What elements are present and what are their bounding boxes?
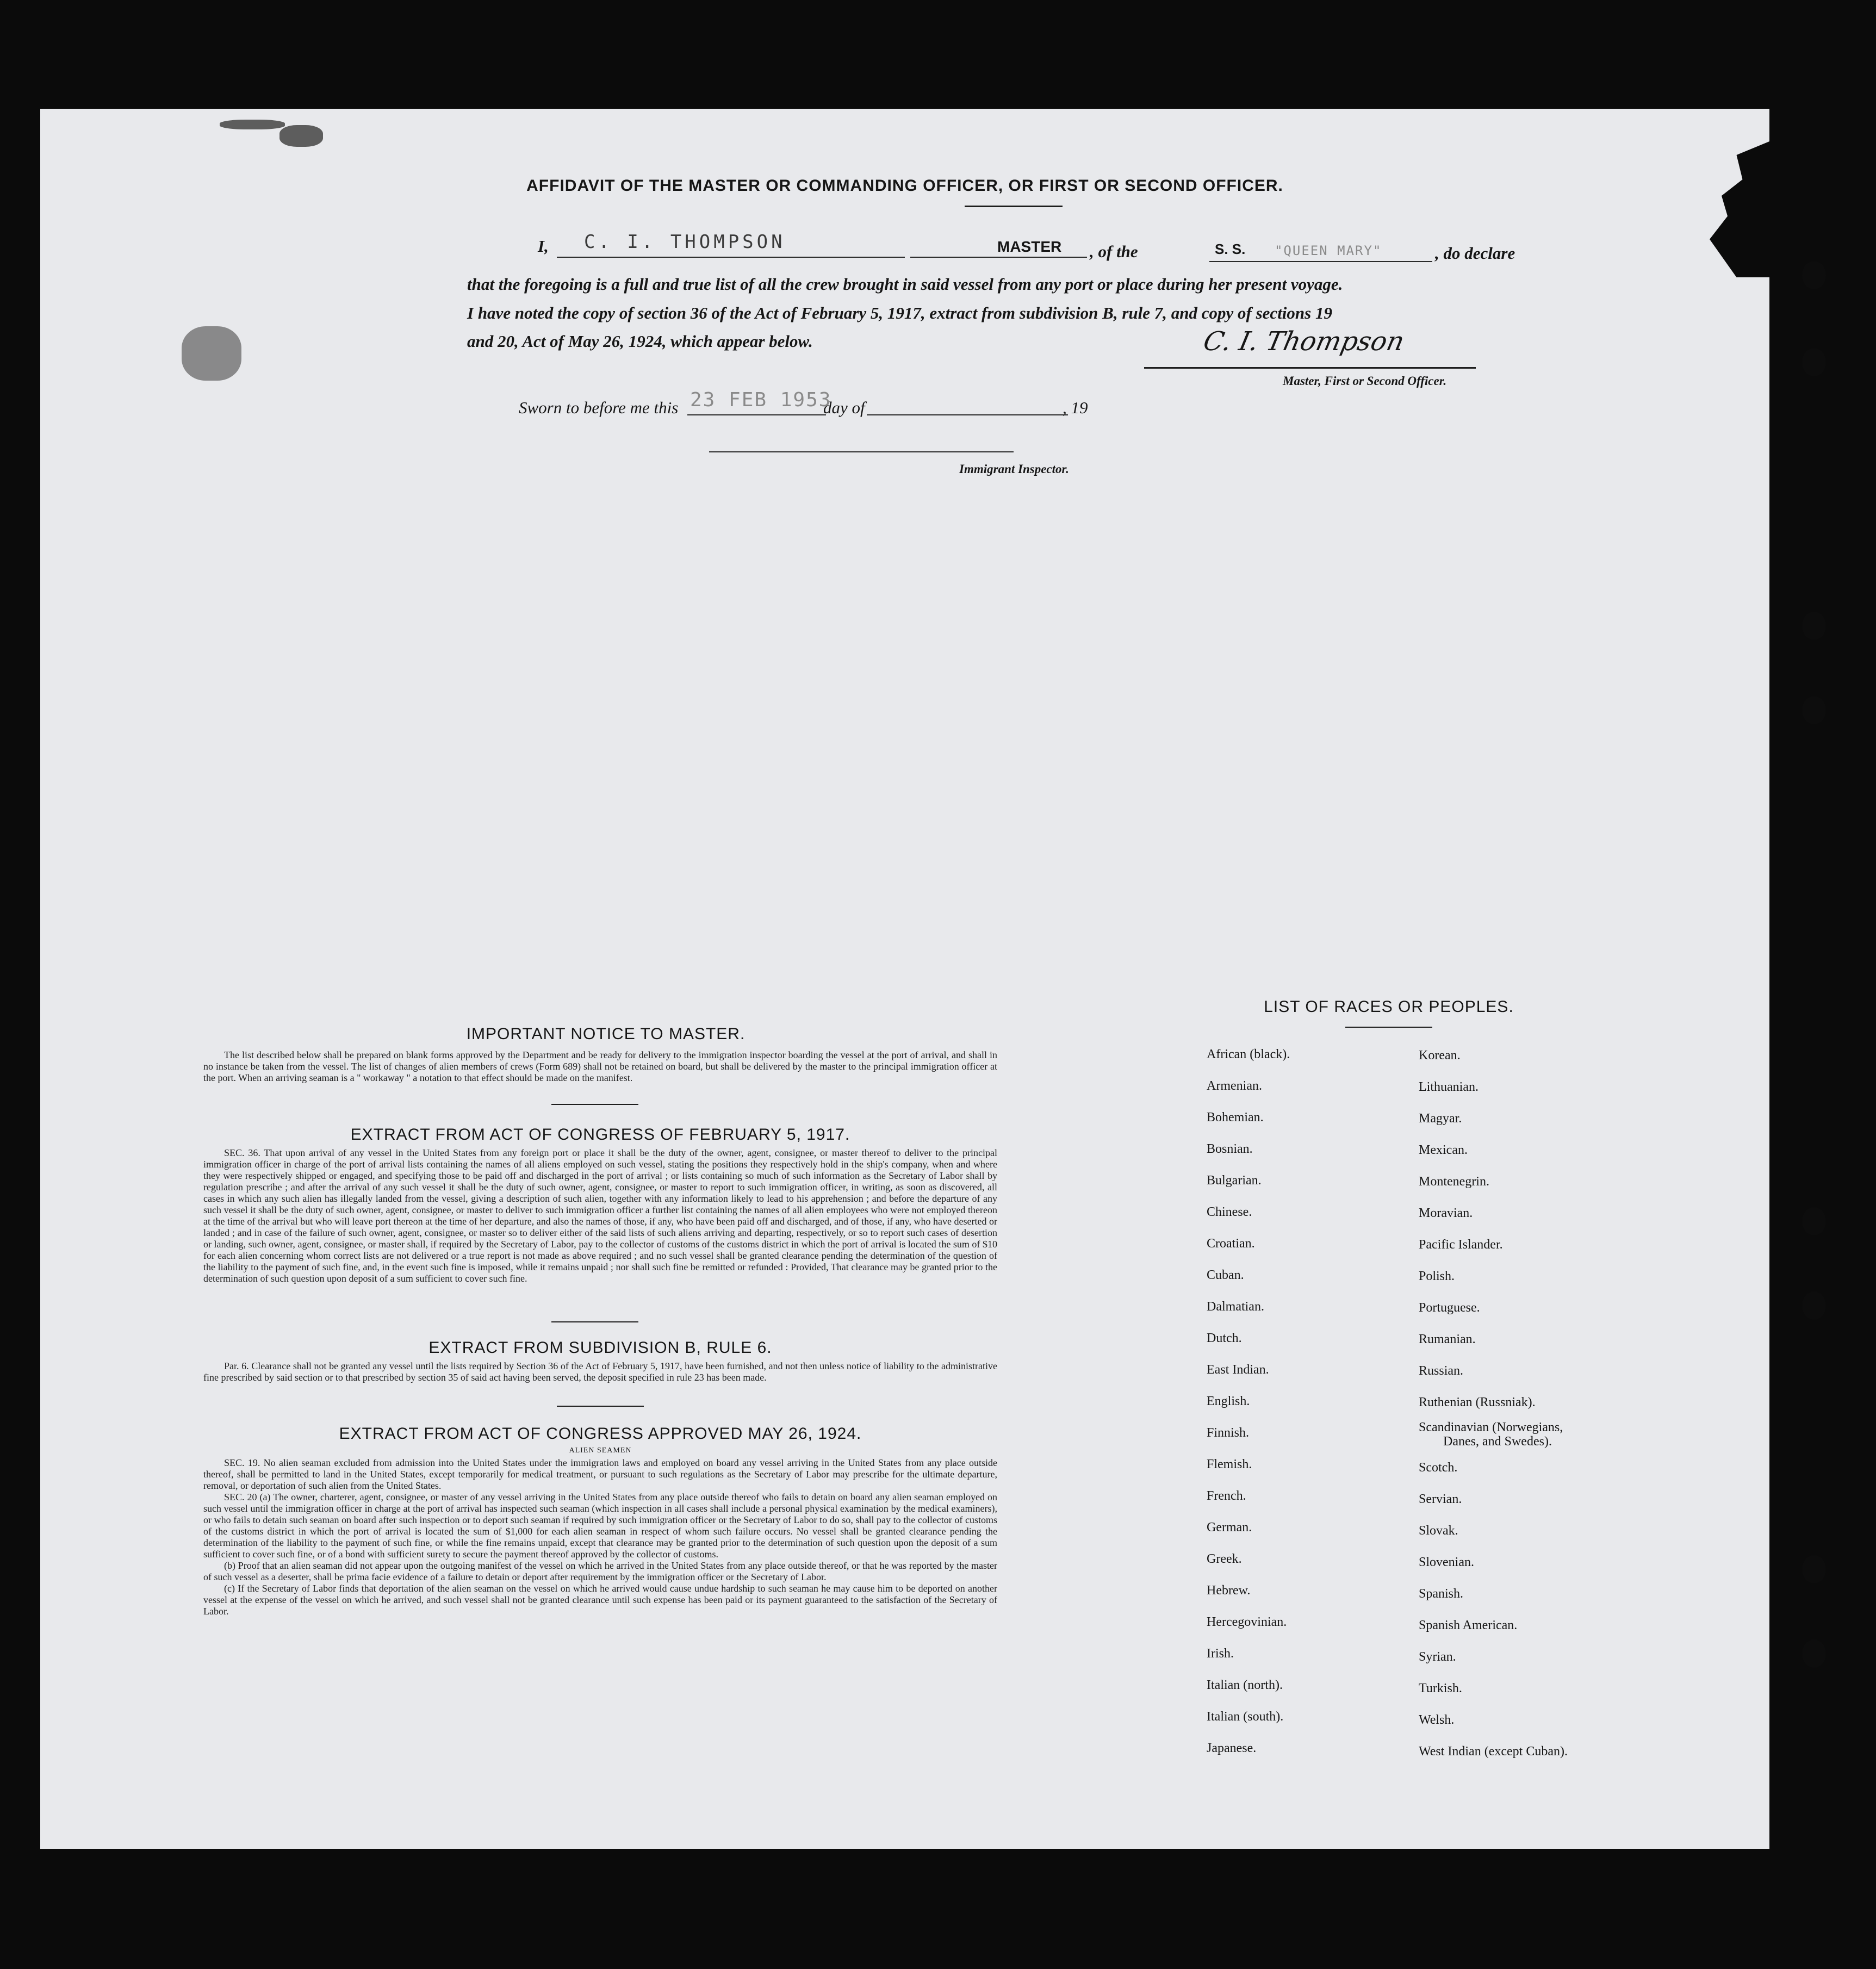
race-item	[1419, 1134, 1568, 1166]
race-label: Magyar.	[1419, 1111, 1462, 1126]
race-label: Bulgarian.	[1207, 1173, 1262, 1188]
race-item	[1419, 1324, 1568, 1355]
race-label: Russian.	[1419, 1364, 1464, 1378]
sworn-text: Sworn to before me this	[519, 398, 679, 417]
notice-title: IMPORTANT NOTICE TO MASTER.	[466, 1025, 746, 1043]
race-item	[1419, 1483, 1568, 1515]
race-item	[1207, 1417, 1290, 1449]
extract-1917-title: EXTRACT FROM ACT OF CONGRESS OF FEBRUARY 5, 1917.	[350, 1126, 850, 1144]
of-the-text: , of the	[1090, 242, 1138, 261]
race-label: Mexican.	[1419, 1143, 1468, 1157]
extract-1924-title: EXTRACT FROM ACT OF CONGRESS APPROVED MAY 26, 1924.	[339, 1425, 862, 1443]
affidavit-i: I,	[538, 237, 549, 256]
ink-smudge	[279, 125, 323, 147]
name-field-line	[557, 257, 905, 258]
race-item	[1207, 1322, 1290, 1354]
race-label: Ruthenian (Russniak).	[1419, 1395, 1536, 1409]
race-item	[1207, 1575, 1290, 1606]
race-label: Scandinavian (Norwegians,	[1419, 1420, 1563, 1434]
race-item	[1207, 1543, 1290, 1575]
officer-signature: C. I. Thompson	[1201, 326, 1407, 357]
race-label: Dutch.	[1207, 1331, 1242, 1345]
affidavit-title: AFFIDAVIT OF THE MASTER OR COMMANDING OFFICER, OR FIRST OR SECOND OFFICER.	[526, 177, 1283, 195]
race-label: Syrian.	[1419, 1650, 1456, 1664]
race-label: Hercegovinian.	[1207, 1615, 1287, 1629]
race-label: Spanish American.	[1419, 1618, 1518, 1632]
sworn-day-of: day of	[823, 398, 865, 417]
race-label: Polish.	[1419, 1269, 1455, 1283]
race-item	[1419, 1166, 1568, 1197]
sworn-year: , 19	[1063, 398, 1088, 417]
race-item	[1419, 1292, 1568, 1324]
race-item	[1207, 1196, 1290, 1228]
race-item	[1419, 1355, 1568, 1387]
race-item	[1419, 1229, 1568, 1260]
race-item	[1207, 1133, 1290, 1165]
do-declare-text: , do declare	[1435, 244, 1515, 263]
ink-smudge	[220, 120, 285, 129]
race-item	[1207, 1102, 1290, 1133]
race-item	[1419, 1418, 1568, 1452]
title-underline	[965, 206, 1063, 207]
sworn-month-line	[867, 414, 1068, 415]
binder-hole	[1802, 1291, 1826, 1320]
binder-hole	[1802, 261, 1826, 289]
binder-hole	[1802, 696, 1826, 724]
race-item	[1207, 1701, 1290, 1732]
vessel-name-stamp: "QUEEN MARY"	[1275, 243, 1382, 258]
sworn-day-line	[687, 414, 826, 415]
affidavit-line-4: and 20, Act of May 26, 1924, which appear below.	[467, 332, 813, 351]
race-item	[1207, 1480, 1290, 1512]
race-item	[1207, 1039, 1290, 1070]
vessel-prefix: S. S.	[1215, 241, 1246, 257]
signature-line	[1144, 367, 1476, 369]
race-item	[1419, 1736, 1568, 1767]
race-item	[1419, 1260, 1568, 1292]
race-label: Japanese.	[1207, 1741, 1257, 1755]
race-label: Armenian.	[1207, 1079, 1262, 1093]
binder-hole	[1802, 612, 1826, 640]
race-label: Turkish.	[1419, 1681, 1462, 1695]
affidavit-line-1	[538, 237, 549, 256]
section-divider	[551, 1321, 638, 1322]
race-label: Portuguese.	[1419, 1301, 1480, 1315]
binder-hole	[1802, 1555, 1826, 1583]
vessel-field-line	[1209, 261, 1432, 262]
torn-corner	[1710, 141, 1769, 277]
race-label: Bosnian.	[1207, 1142, 1253, 1156]
race-item	[1207, 1070, 1290, 1102]
affidavit-line-2: that the foregoing is a full and true list of all the crew brought in said vessel from any port or place during her present voyage.	[467, 275, 1343, 294]
race-item	[1419, 1197, 1568, 1229]
race-item	[1419, 1673, 1568, 1704]
binder-hole	[1802, 1639, 1826, 1668]
inspector-caption: Immigrant Inspector.	[959, 462, 1069, 476]
form-page	[40, 109, 1769, 1849]
race-item	[1207, 1259, 1290, 1291]
binder-hole	[1802, 348, 1826, 376]
race-label: Pacific Islander.	[1419, 1238, 1503, 1252]
races-right-column	[1419, 1040, 1568, 1767]
affidavit-line-3: I have noted the copy of section 36 of the Act of February 5, 1917, extract from subdivision B, rule 7, and copy of sections 19	[467, 303, 1332, 322]
section-divider	[551, 1104, 638, 1105]
race-label: Spanish.	[1419, 1587, 1464, 1601]
race-label: Rumanian.	[1419, 1332, 1476, 1346]
race-item	[1207, 1638, 1290, 1669]
signature-caption: Master, First or Second Officer.	[1283, 374, 1447, 388]
race-label: French.	[1207, 1489, 1246, 1503]
race-label: African (black).	[1207, 1047, 1290, 1061]
rank-field-line	[910, 257, 1087, 258]
race-label: Hebrew.	[1207, 1583, 1251, 1598]
extract-1924-text: SEC. 19. No alien seaman excluded from admission into the United States under the immigration laws and employed on board any vessel arriving in the United States from any place outside thereof, shall be permitted to land in the United States, except temporarily for medical treatment, or pursuant to such regulations as the Secretary of Labor may prescribe for the ultimate departure, removal, or deportation of such alien from the United States. SEC. 20 (a) The owner, charterer, agent, consignee, or master of any vessel arriving in the United States from any place outside thereof who fails to detain on board any alien seaman employed on such vessel until the immigration officer in charge at the port of arrival has inspected such seaman (which inspection in all cases shall include a personal physical examination by the medical examiners), or who fails to detain such seaman on board after such inspection or to deport such seaman if required by such immigration officer or the Secretary of Labor to do so, shall pay to the collector of customs of the customs district in which the port of arrival is located the sum of $1,000 for each alien seaman in respect of whom such failure occurs. No vessel shall be granted clearance pending the determination of the liability to the payment of such fine, or while the fine remains unpaid, except that clearance may be granted prior to the determination of such question upon the deposit of a sum sufficient to cover such fine, or of a bond with sufficient surety to secure the payment thereof approved by the collector of customs. (b) Proof that an alien seaman did not appear upon the outgoing manifest of the vessel on which he arrived in the United States from any place outside thereof, or that he was reported by the master of such vessel as a deserter, shall be prima facie evidence of a failure to detain or deport after requirement by the immigration officer or the Secretary of Labor. (c) If the Secretary of Labor finds that deportation of the alien seaman on the vessel on which he arrived would cause undue hardship to such seaman he may cause him to be deported on another vessel at the expense of the vessel on which he arrived, and such vessel shall not be granted clearance until such expense has been paid or its payment guaranteed to the satisfaction of the Secretary of Labor.	[203, 1457, 997, 1617]
race-item	[1419, 1610, 1568, 1641]
race-item	[1419, 1641, 1568, 1673]
race-label: Finnish.	[1207, 1426, 1250, 1440]
race-label: Italian (north).	[1207, 1678, 1283, 1692]
race-label: Montenegrin.	[1419, 1175, 1489, 1189]
race-label: Lithuanian.	[1419, 1080, 1479, 1094]
race-item	[1419, 1452, 1568, 1483]
race-item	[1419, 1546, 1568, 1578]
race-item	[1419, 1071, 1568, 1103]
race-label: Servian.	[1419, 1492, 1462, 1506]
races-title: LIST OF RACES OR PEOPLES.	[1264, 998, 1514, 1016]
race-label: Korean.	[1419, 1048, 1461, 1063]
races-title-underline	[1345, 1027, 1432, 1028]
race-label: Moravian.	[1419, 1206, 1473, 1220]
race-label: Slovak.	[1419, 1524, 1458, 1538]
race-label: English.	[1207, 1394, 1250, 1408]
race-item	[1207, 1165, 1290, 1196]
race-item	[1207, 1291, 1290, 1322]
race-item	[1419, 1040, 1568, 1071]
race-item	[1207, 1354, 1290, 1386]
race-label: Chinese.	[1207, 1205, 1252, 1219]
notice-text: The list described below shall be prepared on blank forms approved by the Department and be ready for delivery to the immigration inspector boarding the vessel at the port of arrival, and shall in no instance be taken from the vessel. The list of changes of alien members of crews (Form 689) shall not be retained on board, but shall be delivered by the master to the principal immigration officer at the port. When an arriving seaman is a " workaway " a notation to that effect should be made on the manifest.	[203, 1049, 997, 1083]
race-label: West Indian (except Cuban).	[1419, 1744, 1568, 1759]
race-label: Greek.	[1207, 1552, 1242, 1566]
race-label: Flemish.	[1207, 1457, 1252, 1471]
race-item	[1419, 1387, 1568, 1418]
master-name-handwritten: C. I. THOMPSON	[584, 231, 786, 253]
race-label-continuation: Danes, and Swedes).	[1443, 1434, 1552, 1449]
alien-seamen-subtitle: ALIEN SEAMEN	[569, 1446, 632, 1455]
race-item	[1419, 1578, 1568, 1610]
race-label: East Indian.	[1207, 1363, 1269, 1377]
ink-smudge	[182, 326, 241, 381]
race-item	[1207, 1386, 1290, 1417]
race-item	[1207, 1512, 1290, 1543]
race-item	[1419, 1704, 1568, 1736]
sworn-date-stamp: 23 FEB 1953	[690, 389, 832, 411]
race-label: Scotch.	[1419, 1461, 1458, 1475]
race-item	[1207, 1732, 1290, 1764]
race-label: Dalmatian.	[1207, 1300, 1264, 1314]
binder-hole	[1802, 1207, 1826, 1235]
race-item	[1419, 1103, 1568, 1134]
section-divider	[557, 1406, 644, 1407]
inspector-signature-line	[709, 451, 1014, 452]
race-label: Cuban.	[1207, 1268, 1244, 1282]
extract-rule6-text: Par. 6. Clearance shall not be granted any vessel until the lists required by Section 36 of the Act of February 5, 1917, have been furnished, and not then unless notice of liability to the administrative fine prescribed by said section or to that prescribed by section 35 of said act having been served, the deposit specified in rule 23 has been made.	[203, 1361, 997, 1383]
race-item	[1207, 1449, 1290, 1480]
extract-rule6-title: EXTRACT FROM SUBDIVISION B, RULE 6.	[428, 1339, 772, 1357]
race-label: Irish.	[1207, 1647, 1234, 1661]
race-label: German.	[1207, 1520, 1252, 1535]
race-label: Slovenian.	[1419, 1555, 1474, 1569]
extract-1917-text: SEC. 36. That upon arrival of any vessel in the United States from any foreign port or place it shall be the duty of the owner, agent, consignee, or master thereof to deliver to the principal immigration officer in charge of the port of arrival lists containing the names of all aliens employed on such vessel, stating the positions they respectively hold in the ship's company, when and where they were respectively shipped or engaged, and specifying those to be paid off and discharged in the port of arrival ; or lists containing so much of such information as the Secretary of Labor shall by regulation prescribe ; and after the arrival of any such vessel it shall be the duty of such owner, agent, consignee, or master to report to such immigration officer, in writing, as soon as discovered, all cases in which any such alien has illegally landed from the vessel, giving a description of such alien, together with any information likely to lead to his apprehension ; and before the departure of any such vessel it shall be the duty of such owner, agent, consignee, or master to deliver to such immigration officer a further list containing the names of all alien employees who were not employed thereon at the time of the arrival but who will leave port thereon at the time of her departure, and also the names of those, if any, who have been paid off and discharged, and of those, if any, who have deserted or landed ; and in case of the failure of such owner, agent, consignee, or master so to deliver either of the said lists of such aliens arriving and departing, respectively, or so to report such cases of desertion or landing, such owner, agent, consignee, or master shall, if required by the Secretary of Labor, pay to the collector of customs of the customs district in which the port of arrival is located the sum of $10 for each alien concerning whom correct lists are not delivered or a true report is not made as above required ; and no such vessel shall be granted clearance pending the determination of the question of the liability to the payment of such fine, and, in the event such fine is imposed, while it remains unpaid ; nor shall such fine be remitted or refunded : Provided, That clearance may be granted prior to the determination of such question upon deposit of a sum sufficient to cover such fine.	[203, 1147, 997, 1284]
race-item	[1207, 1228, 1290, 1259]
race-label: Croatian.	[1207, 1237, 1255, 1251]
race-item	[1419, 1515, 1568, 1546]
races-left-column	[1207, 1039, 1290, 1764]
rank-master: MASTER	[997, 238, 1062, 255]
race-item	[1207, 1606, 1290, 1638]
race-label: Bohemian.	[1207, 1110, 1264, 1125]
race-item	[1207, 1669, 1290, 1701]
race-label: Italian (south).	[1207, 1710, 1284, 1724]
race-label: Welsh.	[1419, 1713, 1455, 1727]
